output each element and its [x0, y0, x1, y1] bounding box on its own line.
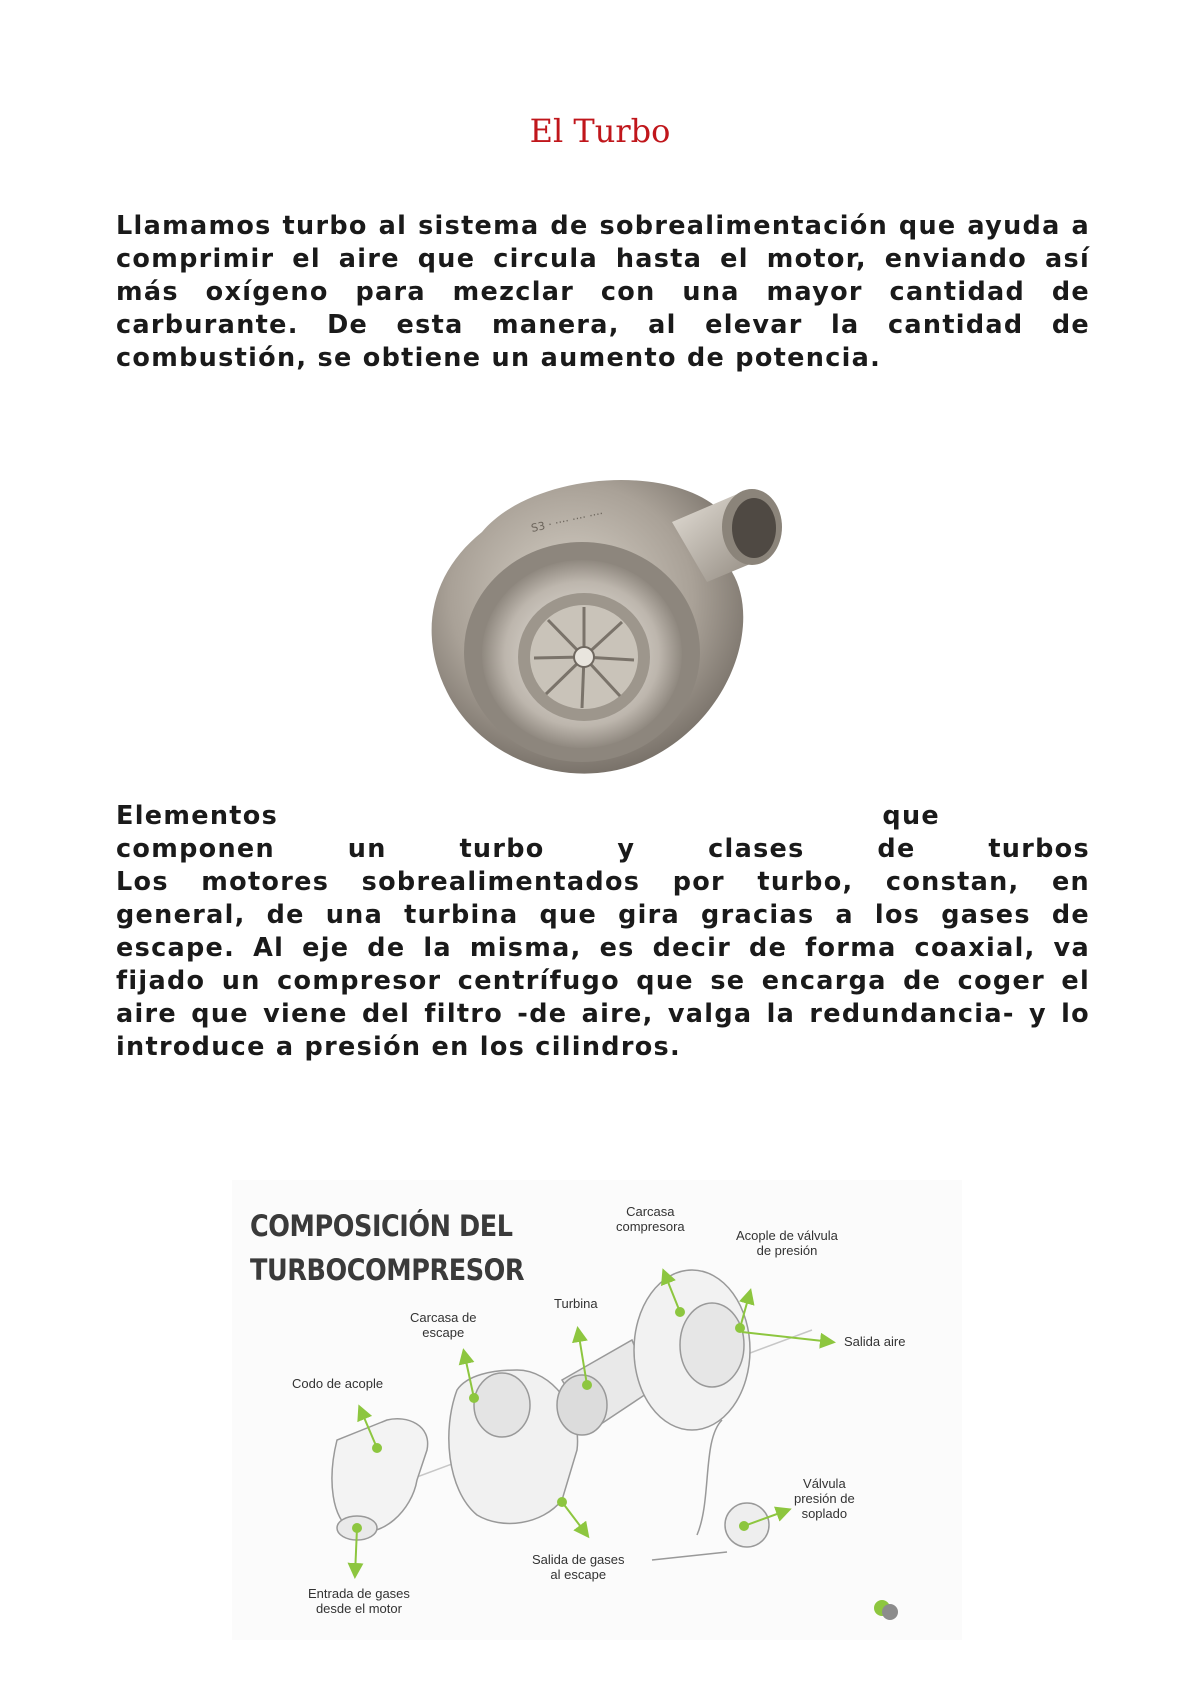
label-entrada-gases: Entrada de gases desde el motor [308, 1586, 410, 1616]
heading-word: Elementos [116, 801, 279, 831]
turbo-photo [422, 462, 802, 784]
heading-word: turbo [459, 834, 545, 864]
label-codo-acople: Codo de acople [292, 1376, 384, 1391]
diagram-title: COMPOSICIÓN DEL TURBOCOMPRESOR [250, 1209, 525, 1287]
heading-word: de [877, 834, 916, 864]
label-acople-valvula: Acople de válvula de presión [736, 1228, 838, 1258]
label-carcasa-escape: Carcasa de escape [410, 1310, 477, 1340]
label-salida-aire: Salida aire [844, 1334, 906, 1349]
section-heading-line2 [116, 833, 1090, 866]
label-turbina: Turbina [554, 1296, 598, 1311]
body-text: Los motores sobrealimentados por turbo, constan, en general, de una turbina que gira gracias a los gases de escape. Al eje de la misma, es decir de forma coaxial, va fijado un compresor centrífugo que se encarga de coger el aire que viene del filtro -de aire, valga la redundancia- y lo introduce a presión en los cilindros. [116, 867, 1090, 1062]
heading-word: turbos [988, 834, 1090, 864]
label-valvula-presion: Válvula presión de soplado [794, 1476, 855, 1521]
intro-paragraph: Llamamos turbo al sistema de sobrealimentación que ayuda a comprimir el aire que circula hasta el motor, enviando así más oxígeno para mezclar con una mayor cantidad de carburante. De esta manera, al elevar la cantidad de combustión, se obtiene un aumento de potencia. [116, 211, 1090, 373]
document-title: El Turbo [529, 112, 671, 150]
section-heading-line1 [116, 800, 1090, 833]
heading-word: un [347, 834, 387, 864]
heading-word: clases [708, 834, 805, 864]
section-paragraph [116, 800, 1090, 1064]
heading-word: que [882, 801, 940, 831]
heading-word: y [617, 834, 636, 864]
turbo-composition-diagram [232, 1180, 962, 1640]
label-carcasa-compresora: Carcasa compresora [616, 1204, 685, 1234]
heading-word: componen [116, 834, 275, 864]
label-salida-gases: Salida de gases al escape [532, 1552, 625, 1582]
svg-text:S3 · ···· ···· ····: S3 · ···· ···· ···· [529, 506, 605, 535]
